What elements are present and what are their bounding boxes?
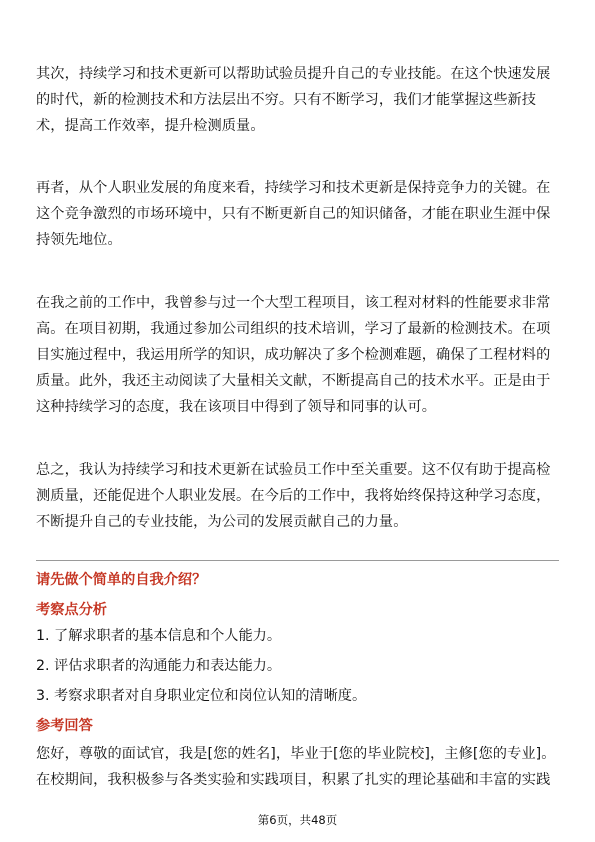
interview-question: 请先做个简单的自我介绍？ [36,572,207,588]
page-number-footer: 第6页，共48页 [257,813,338,827]
analysis-list-item: 1. 了解求职者的基本信息和个人能力。 [36,628,282,644]
paragraph-conclusion: 总之，我认为持续学习和技术更新在试验员工作中至关重要。这不仅有助于提高检测质量，还能促进个人职业发展。在今后的工作中，我将始终保持这种学习态度，不断提升自己的专业技能，为公司的发展贡献自己的力量。 [36,462,551,530]
answer-text: 您好，尊敬的面试官，我是[您的姓名]，毕业于[您的毕业院校]，主修[您的专业]。在校期间，我积极参与各类实验和实践项目，积累了扎实的理论基础和丰富的实践 [36,746,556,788]
section-divider [36,560,559,561]
answer-section-title: 参考回答 [36,718,93,734]
paragraph-continuous-learning-skills: 其次，持续学习和技术更新可以帮助试验员提升自己的专业技能。在这个快速发展的时代，新的检测技术和方法层出不穷。只有不断学习，我们才能掌握这些新技术，提高工作效率，提升检测质量。 [36,66,551,134]
paragraph-career-development: 再者，从个人职业发展的角度来看，持续学习和技术更新是保持竞争力的关键。在这个竞争激烈的市场环境中，只有不断更新自己的知识储备，才能在职业生涯中保持领先地位。 [36,180,551,248]
analysis-list-item: 3. 考察求职者对自身职业定位和岗位认知的清晰度。 [36,688,367,704]
analysis-list-item: 2. 评估求职者的沟通能力和表达能力。 [36,658,282,674]
analysis-section-title: 考察点分析 [36,602,107,618]
paragraph-project-experience: 在我之前的工作中，我曾参与过一个大型工程项目，该工程对材料的性能要求非常高。在项目初期，我通过参加公司组织的技术培训，学习了最新的检测技术。在项目实施过程中，我运用所学的知识，成功解决了多个检测难题，确保了工程材料的质量。此外，我还主动阅读了大量相关文献，不断提高自己的技术水平。正是由于这种持续学习的态度，我在该项目中得到了领导和同事的认可。 [36,295,551,415]
